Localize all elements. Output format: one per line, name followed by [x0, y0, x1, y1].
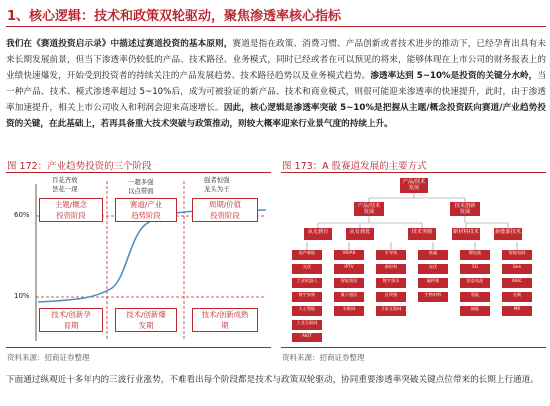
tree-leaf-node: 工业互联网 [292, 320, 322, 330]
tree-leaf-node: 储能 [460, 306, 490, 316]
figure-172-title-divider [6, 172, 271, 173]
tree-leaf-node: IPTV [334, 264, 364, 274]
stage-box-track: 赛道/产业 趋势阶段 [115, 198, 177, 222]
figure-173-title: 图 173：A 股赛道发展的主要方式 [282, 161, 427, 172]
para-bold-3: 因此， [223, 102, 250, 113]
stage-box-maturity: 技术/创新成熟 期 [192, 308, 258, 332]
para-bold-2: 渗透率达到 5~10%是投资的关键分水岭， [370, 70, 538, 81]
stage-label-3: 强者恒强 龙头为王 [204, 176, 230, 193]
tree-root-node: 产品/技术 发展 [400, 178, 428, 193]
tree-level3-node-4: 新能源技术 [494, 228, 522, 240]
tree-leaf-node: Gen [502, 264, 532, 274]
tree-connectors [282, 176, 544, 344]
para-text-1: 赛道是指在政策、消费习惯、产品创新或者技术进步的推动下，已经孕育出具有未来长期发展前景，但当下渗透率仍较低的产品、技术路径、业务模式，同时已经或者在可以预见的将来，能够体现在上市公司的财务报表上的业绩快速爆发，开始受到投资者的持续关注的产品发展趋势、技术路径趋势以及业务模式趋势。 [6, 39, 546, 81]
stage-box-incubation: 技术/创新孕 育期 [39, 308, 103, 332]
section-title: 1、核心逻辑：技术和政策双轮驱动，聚焦渗透率核心指标 [7, 9, 342, 24]
figure-172-title: 图 172：产业趋势投资的三个阶段 [7, 161, 152, 172]
tree-leaf-node: 数字货币 [376, 278, 406, 288]
bottom-paragraph: 下面通过纵观近十多年内的三波行业涨势，不难看出每个阶段都是技术与政策双轮驱动，协同重要渗透率突破关键点位带来的长期上行通道。 [6, 375, 539, 385]
tree-level3-node-3: 新材料技术 [452, 228, 480, 240]
tree-leaf-node: 氢能 [460, 292, 490, 302]
a-share-track-development-diagram [282, 176, 544, 344]
tree-leaf-node: 半导体 [376, 250, 406, 260]
tree-level2-node-1: 技术创新 发展 [450, 202, 480, 216]
tree-leaf-node: 卫星互联网 [376, 306, 406, 316]
tree-leaf-node: 人工智能 [292, 306, 322, 316]
section-header [0, 0, 550, 28]
industry-trend-stages-diagram [8, 176, 270, 344]
tree-leaf-node: 固态电池 [460, 278, 490, 288]
tree-level3-node-1: 从有到优 [346, 228, 374, 240]
tree-leaf-node: 碳纤维 [418, 278, 448, 288]
tree-level2-node-0: 产品/技术 发展 [354, 202, 384, 216]
tree-leaf-node: 工业机器人 [292, 278, 322, 288]
tree-leaf-node: 车联网 [334, 306, 364, 316]
title-divider [6, 26, 546, 27]
tree-leaf-node: 锂电池 [460, 250, 490, 260]
tree-leaf-node: 光伏 [292, 264, 322, 274]
tree-leaf-node: 光刻 [502, 292, 532, 302]
tree-leaf-node: MR [502, 306, 532, 316]
tree-leaf-node: 5G [460, 264, 490, 274]
tree-leaf-node: AIOT [292, 333, 322, 342]
para-text-2: 当一种产品、技术、模式渗透率超过 5~10%后，成为可被验证的新产品、技术和商业模式，则很可能迎来渗透率的快速提升，此时，由于渗透率加速提升，相关上市公司收入和利润会迎来高速增长。 [6, 70, 546, 113]
tree-leaf-node: 光伏 [418, 264, 448, 274]
figure-173-source: 资料来源：招商证券整理 [282, 353, 365, 362]
tree-leaf-node: 智能家居 [334, 278, 364, 288]
tree-leaf-node: 区块链 [376, 292, 406, 302]
penetration-s-curve [38, 210, 266, 302]
stage-label-1: 百花齐放 昙花一现 [52, 176, 78, 193]
main-paragraph [6, 37, 546, 132]
tree-leaf-node: VR/AR [334, 250, 364, 260]
figure-172-source: 资料来源：招商证券整理 [7, 353, 90, 362]
tree-leaf-node: 低碳 [418, 250, 448, 260]
tree-leaf-node: 生物材料 [418, 292, 448, 302]
y-label-60: 60% [14, 211, 30, 219]
tree-leaf-node: 国产新能 [292, 250, 322, 260]
figure-173-title-divider [281, 172, 546, 173]
figure-173-source-divider [281, 347, 546, 348]
tree-level3-node-0: 从无到有 [304, 228, 332, 240]
stage-box-theme: 主题/概念 投资阶段 [39, 198, 103, 222]
stage-label-2: 一超多强 以点带面 [128, 178, 154, 195]
stage-box-cycle: 周期/价值 投资阶段 [192, 198, 258, 222]
para-bold-4: 核心逻辑是渗透率突破 5~10%是把握从主题/概念投资跃向赛道/产业趋势投资的关键，在此基础上，若再具备重大技术突破与政策推动，则较大概率迎来行业景气度的持续上升。 [6, 102, 546, 129]
tree-leaf-node: 新材料 [376, 264, 406, 274]
figure-172-source-divider [6, 347, 271, 348]
tree-level3-node-2: 技术突破 [408, 228, 436, 240]
y-label-10: 10% [14, 292, 30, 300]
para-bold-1: 我们在《赛道投资启示录》中描述过赛道投资的基本原则， [6, 39, 233, 49]
stage-box-explosion: 技术/创新爆 发期 [115, 308, 177, 332]
tree-leaf-node: 量子通信 [334, 292, 364, 302]
tree-leaf-node: AIGC [502, 278, 532, 288]
tree-leaf-node: 智能电网 [502, 250, 532, 260]
tree-leaf-node: 数字安防 [292, 292, 322, 302]
